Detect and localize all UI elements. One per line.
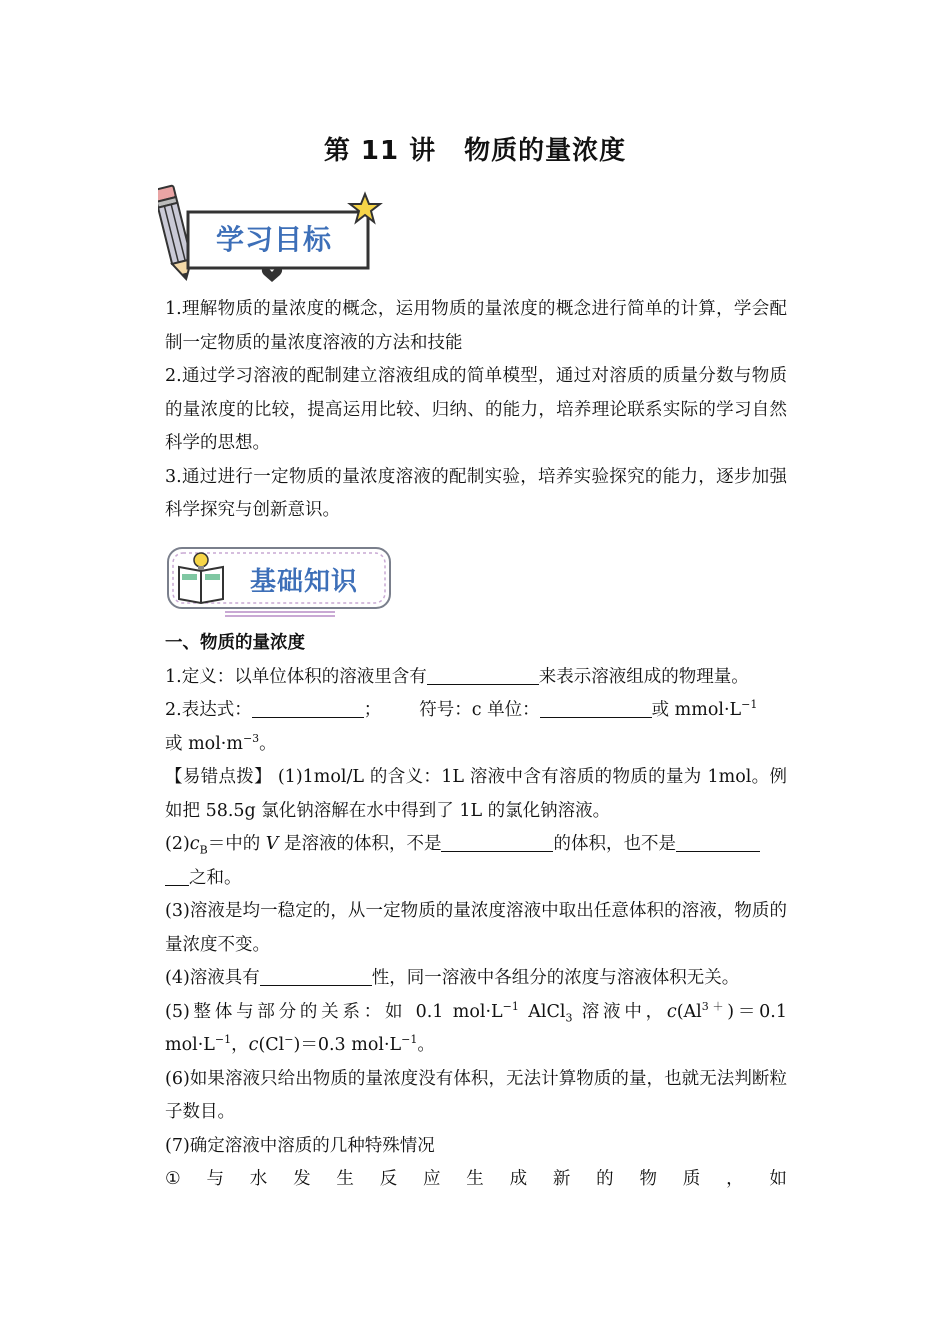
section-1-heading: 一、物质的量浓度 [165, 633, 305, 653]
point-5: (5)整体与部分的关系：如 0.1 $mol\cdot L^{-1}$ AlCl$_3$ 溶液中，$c(Al^{3+})=0.1$ $mol\cdot L^{-1}$，c(Cl−)＝0.3 $mol\cdot L^{-1}$。 [165, 999, 787, 1055]
blank-sum-part1[interactable] [676, 834, 760, 853]
blank-unit[interactable] [540, 700, 652, 719]
page-title [0, 130, 950, 167]
objective-1: 1.理解物质的量浓度的概念，运用物质的量浓度的概念进行简单的计算，学会配制一定物质的量浓度溶液的方法和技能 [165, 299, 787, 353]
expression-line: 2.表达式： ； 符号：c 单位： 或 $mmol\cdot L^{-1}$ 或 $mol\cdot m^{-3}$。 [165, 698, 758, 754]
objective-3: 3.通过进行一定物质的量浓度溶液的配制实验，培养实验探究的能力，逐步加强科学探究与创新意识。 [165, 466, 787, 520]
blank-expression[interactable] [252, 700, 364, 719]
objective-2: 2.通过学习溶液的配制建立溶液组成的简单模型，通过对溶质的质量分数与物质的量浓度的比较，提高运用比较、归纳、的能力，培养理论联系实际的学习自然科学的思想。 [165, 366, 787, 453]
learning-goals-banner [158, 180, 388, 285]
blank-volume[interactable] [441, 834, 553, 853]
point-4: (4)溶液具有 性，同一溶液中各组分的浓度与溶液体积无关。 [165, 968, 740, 988]
tip-label: 【易错点拨】 [165, 767, 272, 787]
objectives-block [165, 293, 787, 528]
point-7-item-1: ① 与 水 发 生 反 应 生 成 新 的 物 质 ， 如 [165, 1169, 787, 1189]
learning-goals-label: 学习目标 [216, 223, 333, 256]
blank-property[interactable] [260, 968, 372, 987]
blank-definition[interactable] [427, 666, 539, 685]
point-6: (6)如果溶液只给出物质的量浓度没有体积，无法计算物质的量，也就无法判断粒子数目。 [165, 1068, 787, 1122]
tip-paragraph: 【易错点拨】 (1)1mol/L 的含义：1L 溶液中含有溶质的物质的量为 1mol。例如把 58.5g 氯化钠溶解在水中得到了 1L 的氯化钠溶液。 [165, 767, 787, 821]
point-3: (3)溶液是均一稳定的，从一定物质的量浓度溶液中取出任意体积的溶液，物质的量浓度不变。 [165, 901, 787, 955]
basic-knowledge-banner [165, 543, 395, 621]
point-7: (7)确定溶液中溶质的几种特殊情况 [165, 1135, 435, 1156]
blank-sum-part2[interactable] [165, 867, 189, 886]
lecture-topic: 物质的量浓度 [464, 136, 627, 166]
section-1 [165, 627, 787, 1197]
point-2: $(2)c_B=$中的 V 是溶液的体积，不是 的体积，也不是 之和。 [165, 828, 787, 895]
lecture-number: 第 11 讲 [323, 136, 437, 166]
definition-line: 1.定义：以单位体积的溶液里含有 来表示溶液组成的物理量。 [165, 666, 749, 687]
basic-knowledge-label: 基础知识 [250, 567, 359, 597]
